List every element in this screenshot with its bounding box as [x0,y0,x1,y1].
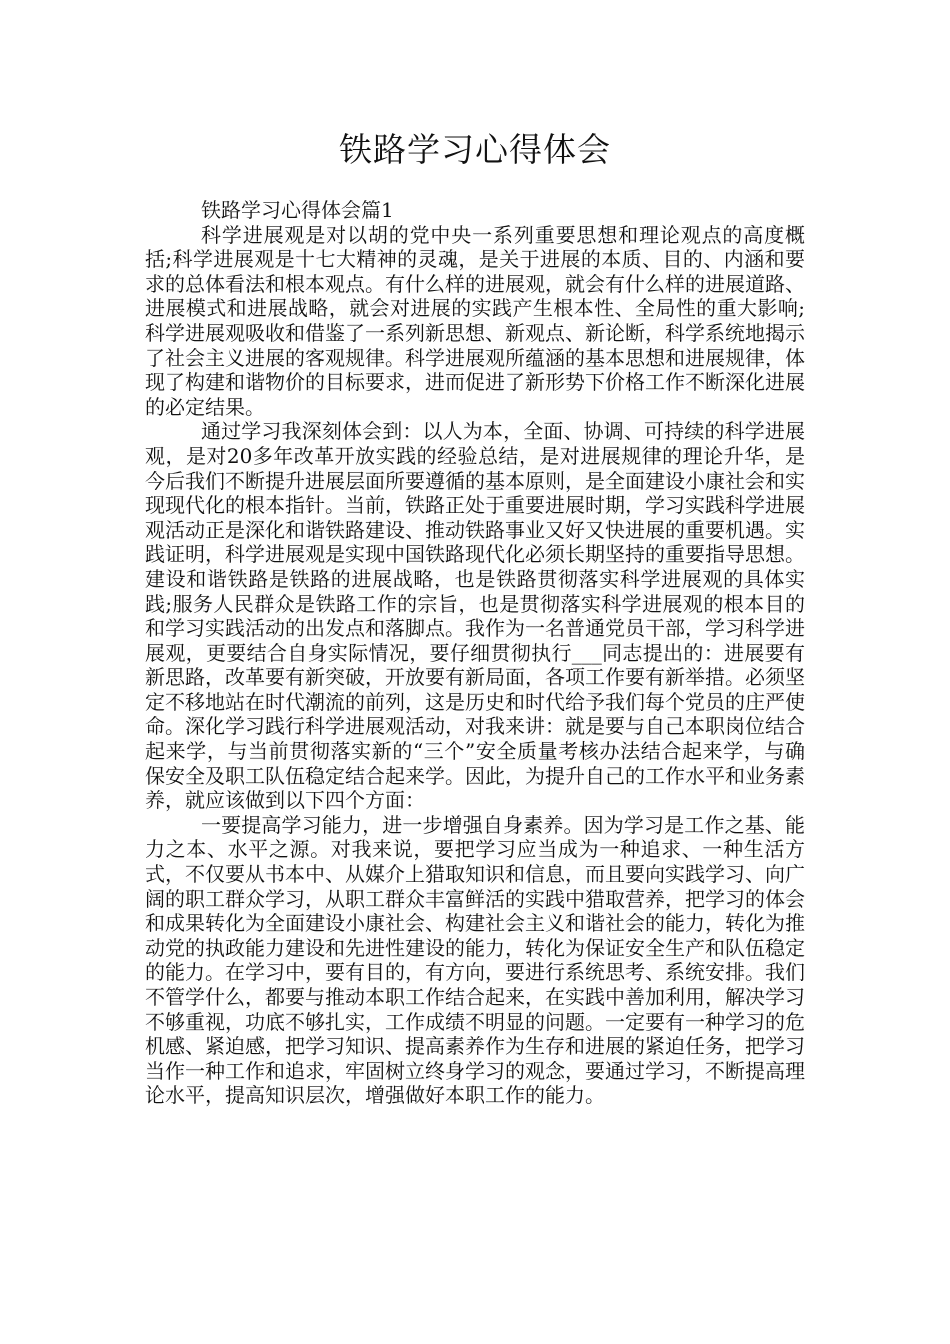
paragraph: 通过学习我深刻体会到：以人为本，全面、协调、可持续的科学进展观，是对20多年改革开放实践的经验总结，是对进展规律的理论升华，是今后我们不断提升进展层面所要遵循的基本原则，是全面建设小康社会和实现现代化的根本指针。当前，铁路正处于重要进展时期，学习实践科学进展观活动正是深化和谐铁路建设、推动铁路事业又好又快进展的重要机遇。实践证明，科学进展观是实现中国铁路现代化必须长期坚持的重要指导思想。建设和谐铁路是铁路的进展战略，也是铁路贯彻落实科学进展观的具体实践;服务人民群众是铁路工作的宗旨，也是贯彻落实科学进展观的根本目的和学习实践活动的出发点和落脚点。我作为一名普通党员干部，学习科学进展观，更要结合自身实际情况，要仔细贯彻执行___同志提出的：进展要有新思路，改革要有新突破，开放要有新局面，各项工作要有新举措。必须坚定不移地站在时代潮流的前列，这是历史和时代给予我们每个党员的庄严使命。深化学习践行科学进展观活动，对我来讲：就是要与自己本职岗位结合起来学，与当前贯彻落实新的“三个”安全质量考核办法结合起来学，与确保安全及职工队伍稳定结合起来学。因此，为提升自己的工作水平和业务素养，就应该做到以下四个方面： [145,419,805,813]
document-title: 铁路学习心得体会 [339,130,611,169]
paragraph: 一要提高学习能力，进一步增强自身素养。因为学习是工作之基、能力之本、水平之源。对我来说，要把学习应当成为一种追求、一种生活方式，不仅要从书本中、从媒介上猎取知识和信息，而且要向实践学习、向广阔的职工群众学习，从职工群众丰富鲜活的实践中猎取营养，把学习的体会和成果转化为全面建设小康社会、构建社会主义和谐社会的能力，转化为推动党的执政能力建设和先进性建设的能力，转化为保证安全生产和队伍稳定的能力。在学习中，要有目的，有方向，要进行系统思考、系统安排。我们不管学什么，都要与推动本职工作结合起来，在实践中善加利用，解决学习不够重视，功底不够扎实，工作成绩不明显的问题。一定要有一种学习的危机感、紧迫感，把学习知识、提高素养作为生存和进展的紧迫任务，把学习当作一种工作和追求，牢固树立终身学习的观念，要通过学习，不断提高理论水平，提高知识层次，增强做好本职工作的能力。 [145,812,805,1108]
document-body [145,198,805,1108]
section-heading: 铁路学习心得体会篇1 [201,198,394,222]
paragraph: 科学进展观是对以胡的党中央一系列重要思想和理论观点的高度概括;科学进展观是十七大精神的灵魂，是关于进展的本质、目的、内涵和要求的总体看法和根本观点。有什么样的进展观，就会有什么样的进展道路、进展模式和进展战略，就会对进展的实践产生根本性、全局性的重大影响;科学进展观吸收和借鉴了一系列新思想、新观点、新论断，科学系统地揭示了社会主义进展的客观规律。科学进展观所蕴涵的基本思想和进展规律，体现了构建和谐物价的目标要求，进而促进了新形势下价格工作不断深化进展的必定结果。 [145,222,805,419]
